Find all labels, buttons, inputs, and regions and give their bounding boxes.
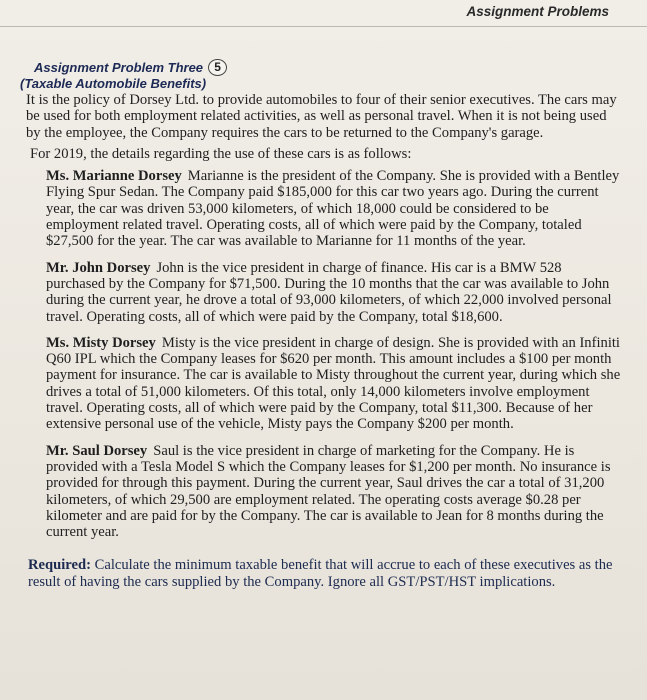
person-paragraph: [46, 260, 622, 325]
person-text: Misty is the vice president in charge of design. She is provided with an Infiniti Q60 IPL which the Company leases for $620 per month. This amount includes a $100 per month payment for insurance. The car is available to Misty throughout the current year, during which she drives a total of 51,000 kilometers. Of this total, only 14,000 kilometers involve employment travel. Operating costs, all of which were paid by the Company, total $11,300. Because of her extensive personal use of the vehicle, Misty pays the Company $200 per month.: [46, 334, 621, 433]
person-name: Mr. Saul Dorsey: [46, 442, 148, 459]
person-name: Ms. Marianne Dorsey: [46, 168, 182, 185]
problem-intro: It is the policy of Dorsey Ltd. to provide automobiles to four of their senior executives. The cars may be used for both employment related activities, as well as personal travel. When it is not being used by the employee, the Company requires the cars to be returned to the Company's garage.: [26, 92, 617, 141]
person-name: Mr. John Dorsey: [46, 259, 151, 276]
running-header: Assignment Problems: [466, 4, 609, 19]
header-rule: [0, 26, 647, 27]
problem-lead: For 2019, the details regarding the use of these cars is as follows:: [30, 145, 412, 162]
person-text: Saul is the vice president in charge of marketing for the Company. He is provided with a Tesla Model S which the Company leases for $1,200 per month. No insurance is provided for through this payment. During the current year, Saul drives the car a total of 31,200 kilometers, of which 29,500 are employment related. The operating costs average $0.28 per kilometer and are paid for by the Company. The car is available to Jean for 8 months during the current year.: [46, 442, 611, 541]
problem-content: [20, 59, 622, 590]
person-text: John is the vice president in charge of finance. His car is a BMW 528 purchased by the Company for $71,500. During the 10 months that the car was available to John during the current year, he drove a total of 93,000 kilometers, of which 22,000 involved personal travel. Operating costs, all of which were paid by the Company, total $18,600.: [46, 259, 612, 325]
person-paragraph: [46, 335, 622, 433]
required-label: Required:: [28, 557, 91, 574]
person-name: Ms. Misty Dorsey: [46, 334, 156, 351]
difficulty-badge: 5: [208, 59, 227, 76]
person-text: Marianne is the president of the Company. She is provided with a Bentley Flying Spur Sedan. The Company paid $185,000 for this car two years ago. During the current year, the car was driven 53,000 kilometers, of which 18,000 could be considered to be employment related travel. Operating costs, all of which were paid by the Company, totaled $27,500 for the year. The car was available to Marianne for 11 months of the year.: [46, 168, 620, 250]
person-paragraph: [46, 443, 622, 541]
required-section: [28, 557, 622, 590]
person-paragraph: [46, 168, 622, 249]
problem-subtitle: (Taxable Automobile Benefits): [20, 76, 207, 91]
required-text: Calculate the minimum taxable benefit that will accrue to each of these executives as the result of having the cars supplied by the Company. Ignore all GST/PST/HST implications.: [28, 557, 613, 590]
problem-title: [34, 59, 622, 76]
problem-title-text: Assignment Problem Three: [34, 60, 204, 75]
